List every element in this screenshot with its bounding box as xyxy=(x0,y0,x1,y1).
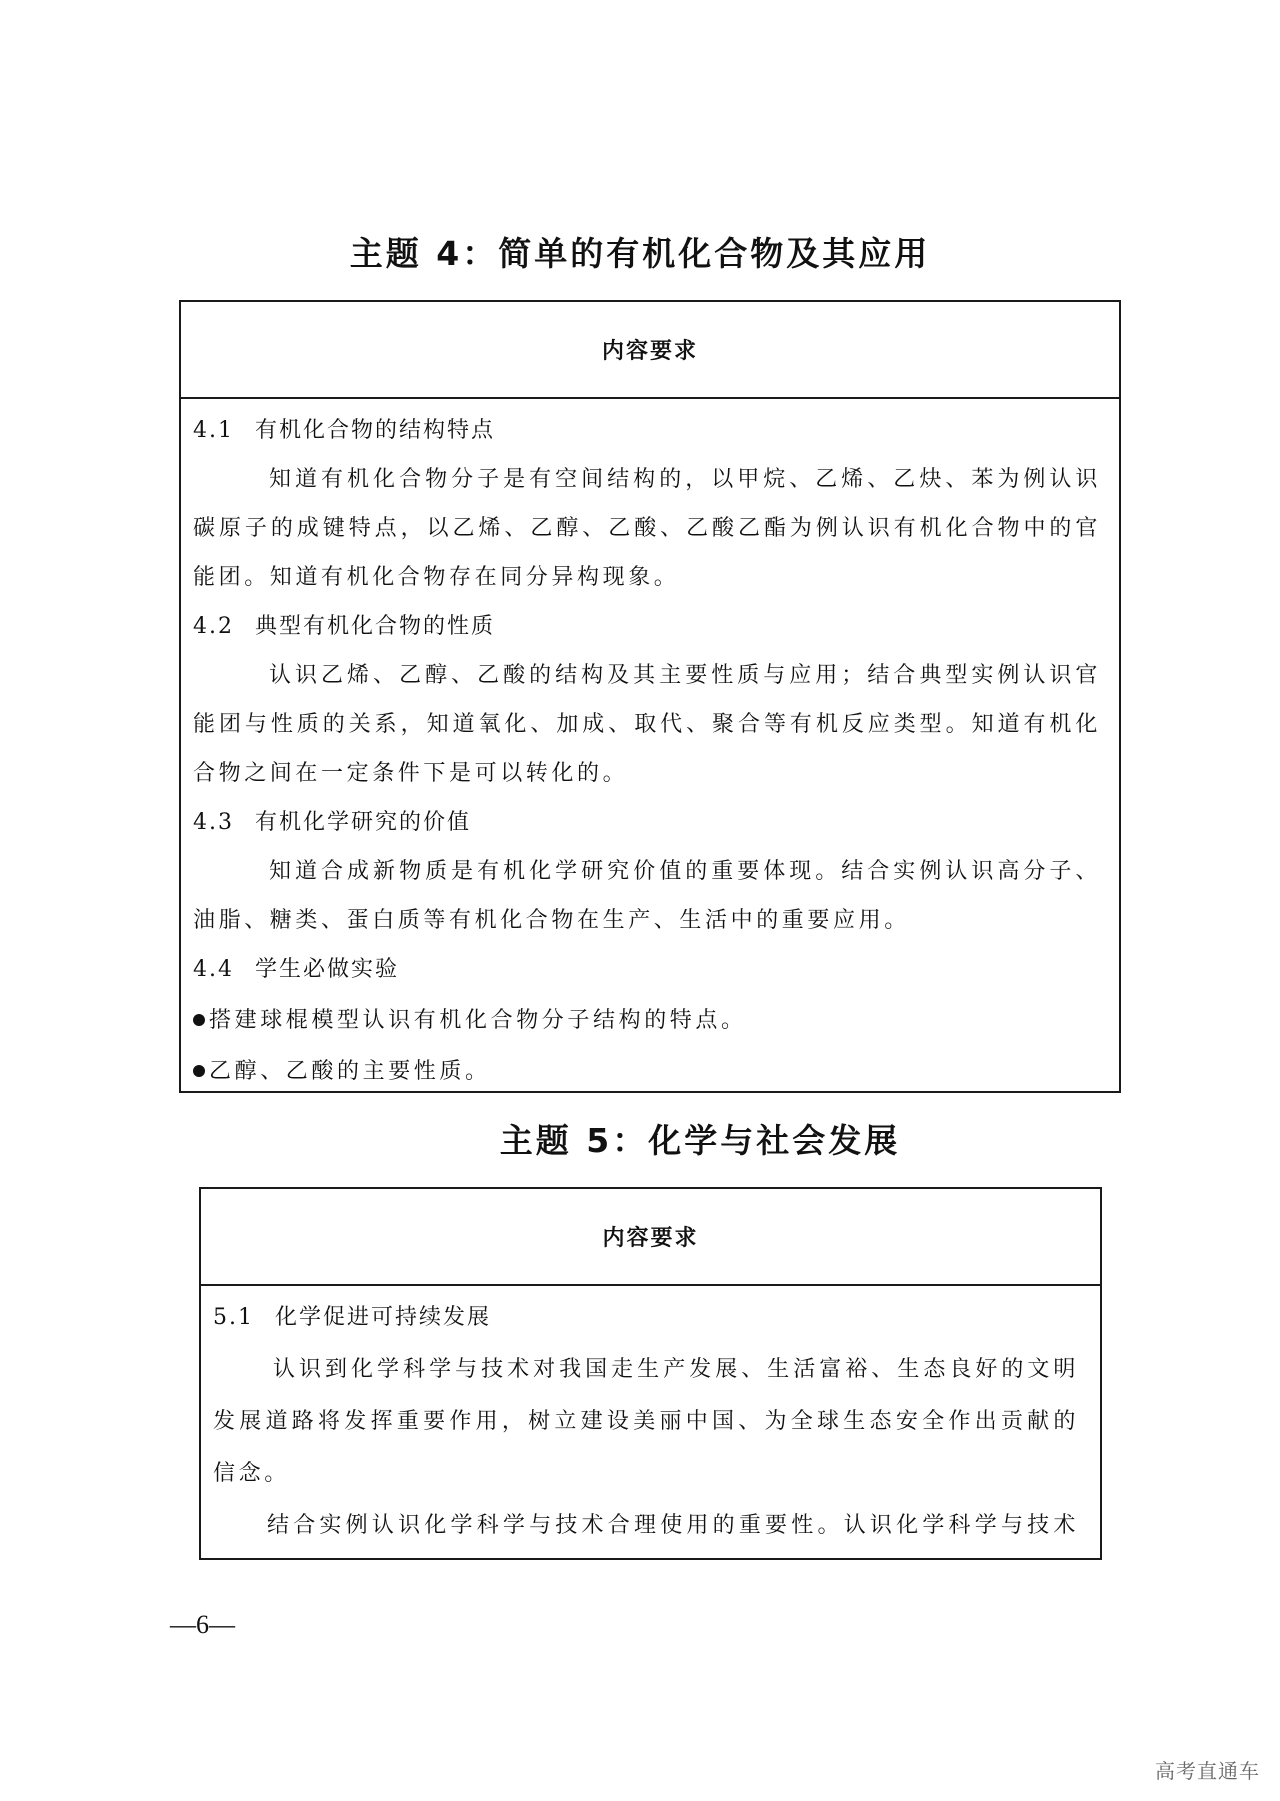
paragraph-line: 能团。知道有机化合物存在同分异构现象。 xyxy=(193,565,680,590)
bullet-item xyxy=(193,1003,747,1034)
section-number: 4.4 xyxy=(193,957,234,982)
paragraph-line: 碳原子的成键特点，以乙烯、乙醇、乙酸、乙酸乙酯为例认识有机化合物中的官 xyxy=(193,516,1101,541)
section-4-4-heading xyxy=(193,952,399,983)
bullet-item xyxy=(193,1054,491,1085)
topic4-content-table xyxy=(179,300,1121,1093)
section-title: 化学促进可持续发展 xyxy=(275,1305,492,1330)
section-4-2-heading xyxy=(193,609,495,640)
bullet-text: 搭建球棍模型认识有机化合物分子结构的特点。 xyxy=(209,1008,747,1033)
topic5-content-table xyxy=(199,1187,1102,1560)
topic5-table-header: 内容要求 xyxy=(201,1189,1100,1286)
section-number: 4.2 xyxy=(193,614,234,639)
bullet-text: 乙醇、乙酸的主要性质。 xyxy=(209,1059,491,1084)
section-title: 典型有机化合物的性质 xyxy=(255,614,496,639)
watermark: 高考直通车 xyxy=(1155,1759,1260,1783)
section-title: 学生必做实验 xyxy=(255,957,400,982)
page-number: —6— xyxy=(170,1610,235,1639)
paragraph-line: 知道有机化合物分子是有空间结构的，以甲烷、乙烯、乙炔、苯为例认识 xyxy=(269,467,1101,492)
section-number: 5.1 xyxy=(213,1305,254,1330)
section-title: 有机化学研究的价值 xyxy=(255,810,472,835)
section-number: 4.3 xyxy=(193,810,234,835)
topic4-title: 主题 4：简单的有机化合物及其应用 xyxy=(349,234,931,273)
bullet-icon xyxy=(193,1014,205,1026)
paragraph-line: 认识到化学科学与技术对我国走生产发展、生活富裕、生态良好的文明 xyxy=(273,1357,1079,1382)
paragraph-line: 合物之间在一定条件下是可以转化的。 xyxy=(193,761,629,786)
section-4-1-heading xyxy=(193,413,495,444)
paragraph-line: 油脂、糖类、蛋白质等有机化合物在生产、生活中的重要应用。 xyxy=(193,908,910,933)
paragraph-line: 信念。 xyxy=(213,1461,290,1486)
topic5-title: 主题 5：化学与社会发展 xyxy=(499,1121,901,1160)
paragraph-line: 认识乙烯、乙醇、乙酸的结构及其主要性质与应用；结合典型实例认识官 xyxy=(269,663,1101,688)
section-5-1-heading xyxy=(213,1300,491,1331)
paragraph-line: 能团与性质的关系，知道氧化、加成、取代、聚合等有机反应类型。知道有机化 xyxy=(193,712,1101,737)
bullet-icon xyxy=(193,1065,205,1077)
section-4-3-heading xyxy=(193,805,471,836)
paragraph-line: 知道合成新物质是有机化学研究价值的重要体现。结合实例认识高分子、 xyxy=(269,859,1101,884)
section-title: 有机化合物的结构特点 xyxy=(255,418,496,443)
paragraph-line: 结合实例认识化学科学与技术合理使用的重要性。认识化学科学与技术 xyxy=(267,1513,1079,1538)
paragraph-line: 发展道路将发挥重要作用，树立建设美丽中国、为全球生态安全作出贡献的 xyxy=(213,1409,1079,1434)
topic4-table-header: 内容要求 xyxy=(181,302,1119,399)
section-number: 4.1 xyxy=(193,418,234,443)
